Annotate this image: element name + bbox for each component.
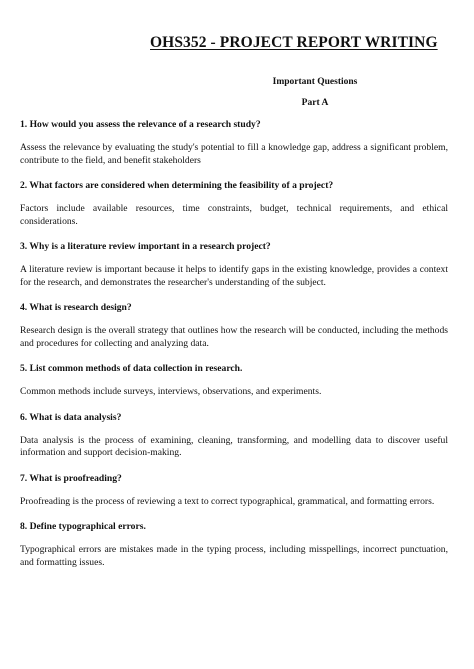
question-4: 4. What is research design? <box>20 302 132 313</box>
question-8: 8. Define typographical errors. <box>20 521 146 532</box>
answer-4: Research design is the overall strategy that outlines how the research will be conducted, including the methods and procedures for collecting and analyzing data. <box>20 325 448 349</box>
question-7: 7. What is proofreading? <box>20 472 122 484</box>
answer-1: Assess the relevance by evaluating the study's potential to fill a knowledge gap, address a significant problem, contribute to the field, and benefit stakeholders <box>20 142 448 166</box>
question-1: 1. How would you assess the relevance of a research study? <box>20 119 261 130</box>
questions-list <box>20 118 448 581</box>
question-2: 2. What factors are considered when determining the feasibility of a project? <box>20 180 334 191</box>
part-heading: Part A <box>301 98 329 108</box>
document-title: OHS352 - PROJECT REPORT WRITING <box>150 34 438 51</box>
answer-5: Common methods include surveys, interviews, observations, and experiments. <box>20 386 322 397</box>
answer-7: Proofreading is the process of reviewing a text to correct typographical, grammatical, and formatting errors. <box>20 495 435 507</box>
answer-3: A literature review is important because it helps to identify gaps in the existing knowledge, provides a context for the research, and demonstrates the researcher's understanding of the subject. <box>20 264 448 288</box>
answer-2: Factors include available resources, time constraints, budget, technical requirements, and ethical considerations. <box>20 203 448 227</box>
question-3: 3. Why is a literature review important in a research project? <box>20 241 271 252</box>
answer-8: Typographical errors are mistakes made in the typing process, including misspellings, incorrect punctuation, and formatting issues. <box>20 544 448 568</box>
document-subtitle: Important Questions <box>272 77 358 87</box>
question-6: 6. What is data analysis? <box>20 411 122 423</box>
question-5: 5. List common methods of data collection in research. <box>20 363 243 374</box>
answer-6: Data analysis is the process of examining, cleaning, transforming, and modelling data to discover useful information and support decision-making. <box>20 434 448 458</box>
